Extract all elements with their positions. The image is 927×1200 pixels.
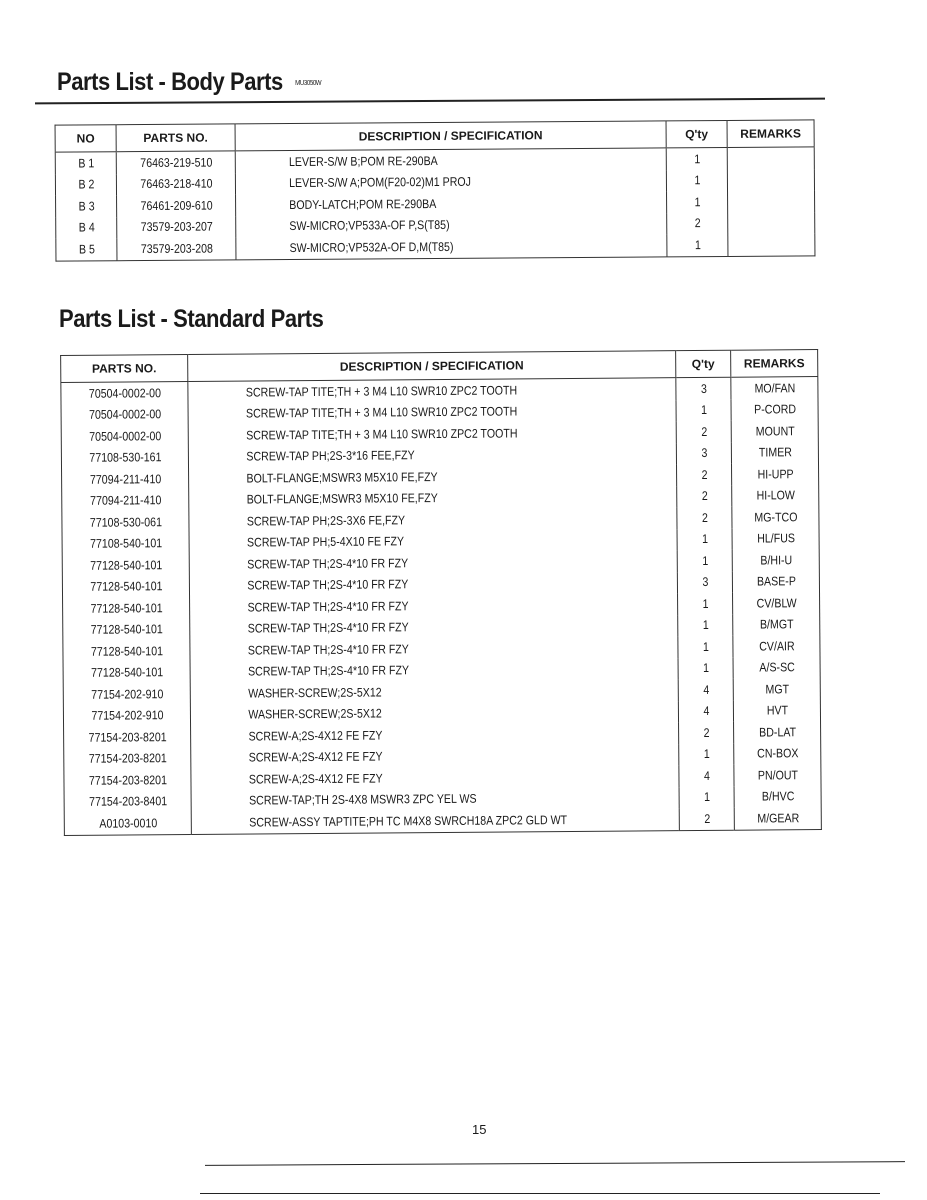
cell-remarks bbox=[734, 233, 808, 256]
cell-description: SCREW-TAP PH;5-4X10 FE FZY bbox=[226, 529, 641, 554]
cell-description: SCREW-TAP TH;2S-4*10 FR FZY bbox=[226, 593, 641, 618]
cell-qty: 1 bbox=[671, 147, 723, 169]
standard-parts-title: Parts List - Standard Parts bbox=[59, 305, 324, 333]
cell-qty: 1 bbox=[683, 786, 730, 808]
cell-parts-no: 77094-211-410 bbox=[89, 471, 161, 487]
cell-qty: 3 bbox=[680, 442, 727, 464]
cell-remarks: MG-TCO bbox=[738, 506, 812, 528]
cell-remarks: HI-LOW bbox=[738, 485, 812, 507]
cell-remarks: HVT bbox=[740, 700, 814, 722]
cell-remarks: MGT bbox=[740, 678, 814, 700]
cell-qty: 1 bbox=[682, 593, 729, 615]
col-remarks: REMARKS bbox=[727, 120, 814, 148]
cell-description: BOLT-FLANGE;MSWR3 M5X10 FE,FZY bbox=[225, 464, 640, 489]
cell-qty: 3 bbox=[680, 377, 727, 399]
cell-parts-no: 77154-203-8201 bbox=[88, 751, 167, 767]
cell-qty: 4 bbox=[683, 765, 730, 787]
cell-no: B 2 bbox=[77, 177, 94, 192]
cell-description: SCREW-TAP TITE;TH + 3 M4 L10 SWR10 ZPC2 TOOTH bbox=[224, 378, 639, 403]
cell-remarks bbox=[734, 190, 808, 212]
cell-description: SCREW-TAP TH;2S-4*10 FR FZY bbox=[227, 658, 642, 683]
cell-description: BOLT-FLANGE;MSWR3 M5X10 FE,FZY bbox=[225, 486, 640, 511]
cell-remarks: CV/AIR bbox=[739, 635, 813, 657]
cell-qty: 1 bbox=[671, 191, 723, 213]
cell-qty: 4 bbox=[682, 700, 729, 722]
cell-parts-no: 77128-540-101 bbox=[90, 665, 163, 681]
col-description: DESCRIPTION / SPECIFICATION bbox=[235, 121, 666, 151]
footer-rule bbox=[205, 1161, 905, 1166]
cell-remarks: M/GEAR bbox=[741, 807, 815, 830]
table-row bbox=[56, 233, 815, 260]
cell-qty: 2 bbox=[681, 485, 728, 507]
cell-parts-no: 77128-540-101 bbox=[90, 643, 163, 659]
page-number: 15 bbox=[472, 1122, 487, 1137]
cell-qty: 1 bbox=[682, 614, 729, 636]
cell-no: B 5 bbox=[78, 242, 95, 257]
cell-qty: 2 bbox=[680, 421, 727, 443]
cell-parts-no: 70504-0002-00 bbox=[88, 407, 161, 423]
cell-remarks: MO/FAN bbox=[737, 377, 811, 400]
cell-description: SCREW-A;2S-4X12 FE FZY bbox=[227, 744, 642, 769]
cell-description: LEVER-S/W B;POM RE-290BA bbox=[268, 148, 634, 173]
cell-qty: 1 bbox=[682, 657, 729, 679]
cell-parts-no: 73579-203-208 bbox=[126, 237, 227, 260]
cell-parts-no: 77108-530-061 bbox=[89, 514, 162, 530]
col-parts-no: PARTS NO. bbox=[116, 124, 235, 152]
cell-description: SW-MICRO;VP533A-OF P,S(T85) bbox=[268, 213, 634, 237]
cell-no: B 4 bbox=[78, 220, 95, 235]
cell-remarks: HI-UPP bbox=[738, 463, 812, 485]
cell-qty: 1 bbox=[671, 169, 723, 191]
title-text: Parts List - Body Parts bbox=[57, 68, 283, 96]
cell-remarks bbox=[734, 212, 808, 234]
cell-description: SCREW-A;2S-4X12 FE FZY bbox=[227, 722, 642, 747]
cell-parts-no: 77094-211-410 bbox=[89, 493, 161, 509]
col-no: NO bbox=[55, 125, 116, 152]
cell-description: SCREW-TAP TITE;TH + 3 M4 L10 SWR10 ZPC2 TOOTH bbox=[225, 400, 640, 425]
body-parts-title bbox=[57, 68, 321, 97]
cell-parts-no: 77108-540-101 bbox=[89, 536, 162, 552]
col-qty: Q'ty bbox=[676, 350, 731, 377]
cell-parts-no: 77154-203-8401 bbox=[88, 794, 167, 810]
body-parts-table bbox=[55, 119, 816, 261]
standard-parts-table bbox=[60, 349, 822, 835]
cell-remarks: B/MGT bbox=[739, 614, 813, 636]
cell-parts-no: 70504-0002-00 bbox=[88, 385, 161, 401]
cell-qty: 1 bbox=[683, 743, 730, 765]
cell-description: SCREW-TAP TH;2S-4*10 FR FZY bbox=[226, 550, 641, 575]
cell-qty: 1 bbox=[681, 528, 728, 550]
cell-description: SCREW-TAP;TH 2S-4X8 MSWR3 ZPC YEL WS bbox=[228, 787, 643, 812]
cell-remarks: CN-BOX bbox=[740, 743, 814, 765]
cell-parts-no: 77128-540-101 bbox=[90, 600, 163, 616]
cell-remarks: HL/FUS bbox=[739, 528, 813, 550]
cell-remarks: A/S-SC bbox=[740, 657, 814, 679]
cell-qty: 1 bbox=[681, 550, 728, 572]
model-number: MU3050W bbox=[295, 79, 322, 87]
cell-description: WASHER-SCREW;2S-5X12 bbox=[227, 679, 642, 704]
cell-parts-no: 77128-540-101 bbox=[90, 622, 163, 638]
cell-qty: 1 bbox=[682, 636, 729, 658]
cell-description: LEVER-S/W A;POM(F20-02)M1 PROJ bbox=[268, 170, 634, 194]
cell-parts-no: 76463-218-410 bbox=[125, 173, 226, 195]
cell-qty: 2 bbox=[681, 464, 728, 486]
cell-description: BODY-LATCH;POM RE-290BA bbox=[268, 192, 634, 216]
cell-remarks: B/HVC bbox=[741, 786, 815, 808]
cell-qty: 2 bbox=[681, 507, 728, 529]
cell-parts-no: 77154-203-8201 bbox=[88, 772, 167, 788]
cell-qty: 2 bbox=[683, 722, 730, 744]
divider bbox=[35, 98, 825, 105]
cell-description: SCREW-TAP TH;2S-4*10 FR FZY bbox=[226, 636, 641, 661]
cell-description: SCREW-TAP PH;2S-3X6 FE,FZY bbox=[225, 507, 640, 532]
cell-qty: 4 bbox=[682, 679, 729, 701]
cell-qty: 2 bbox=[683, 808, 730, 830]
cell-remarks: B/HI-U bbox=[739, 549, 813, 571]
cell-parts-no: 76461-209-610 bbox=[125, 194, 226, 216]
cell-description: SCREW-TAP TH;2S-4*10 FR FZY bbox=[226, 615, 641, 640]
cell-description: SCREW-TAP TITE;TH + 3 M4 L10 SWR10 ZPC2 TOOTH bbox=[225, 421, 640, 446]
cell-qty: 1 bbox=[671, 234, 723, 256]
cell-remarks bbox=[734, 147, 808, 170]
cell-parts-no: 73579-203-207 bbox=[126, 216, 227, 238]
cell-description: SCREW-TAP TH;2S-4*10 FR FZY bbox=[226, 572, 641, 597]
cell-description: SCREW-ASSY TAPTITE;PH TC M4X8 SWRCH18A ZPC2 GLD WT bbox=[228, 808, 643, 833]
cell-remarks: P-CORD bbox=[738, 399, 812, 421]
footer-rule bbox=[200, 1193, 880, 1194]
col-qty: Q'ty bbox=[666, 120, 727, 147]
cell-parts-no: 77128-540-101 bbox=[89, 579, 163, 595]
cell-remarks: PN/OUT bbox=[740, 764, 814, 786]
cell-parts-no: 77108-530-161 bbox=[88, 450, 162, 466]
cell-description: SW-MICRO;VP532A-OF D,M(T85) bbox=[268, 235, 634, 260]
col-parts-no: PARTS NO. bbox=[61, 354, 188, 382]
cell-no: B 3 bbox=[78, 199, 95, 214]
cell-qty: 2 bbox=[671, 212, 723, 234]
cell-no: B 1 bbox=[77, 156, 94, 171]
cell-parts-no: A0103-0010 bbox=[98, 815, 157, 831]
cell-remarks: BASE-P bbox=[739, 571, 813, 593]
table-row bbox=[64, 807, 821, 835]
cell-parts-no: 76463-219-510 bbox=[125, 151, 226, 174]
cell-description: WASHER-SCREW;2S-5X12 bbox=[227, 701, 642, 726]
col-description: DESCRIPTION / SPECIFICATION bbox=[188, 351, 676, 382]
cell-parts-no: 77154-202-910 bbox=[90, 708, 164, 724]
cell-parts-no: 77154-202-910 bbox=[90, 686, 163, 702]
cell-description: SCREW-A;2S-4X12 FE FZY bbox=[227, 765, 642, 790]
cell-qty: 3 bbox=[681, 571, 728, 593]
cell-remarks: TIMER bbox=[738, 442, 812, 464]
cell-qty: 1 bbox=[680, 399, 727, 421]
cell-parts-no: 77128-540-101 bbox=[89, 557, 162, 573]
cell-remarks bbox=[734, 169, 808, 191]
cell-remarks: BD-LAT bbox=[740, 721, 814, 743]
col-remarks: REMARKS bbox=[731, 350, 818, 378]
cell-remarks: MOUNT bbox=[738, 420, 812, 442]
cell-parts-no: 77154-203-8201 bbox=[88, 729, 167, 745]
cell-description: SCREW-TAP PH;2S-3*16 FEE,FZY bbox=[225, 443, 640, 468]
cell-remarks: CV/BLW bbox=[739, 592, 813, 614]
cell-parts-no: 70504-0002-00 bbox=[88, 428, 161, 444]
